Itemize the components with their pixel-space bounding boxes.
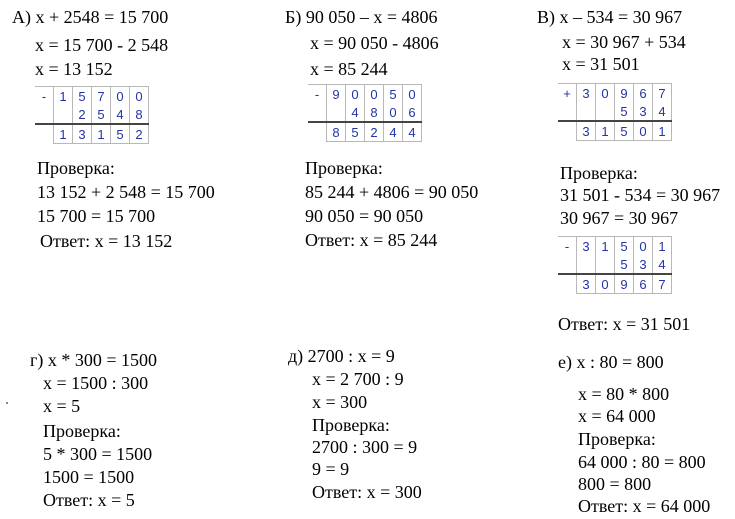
digit-cell: 7 bbox=[92, 87, 111, 106]
check-line: 13 152 + 2 548 = 15 700 bbox=[37, 182, 215, 202]
digit-cell: 8 bbox=[365, 103, 384, 122]
operator-blank bbox=[558, 102, 577, 121]
digit-cell: 3 bbox=[577, 237, 596, 256]
check-line: 5 * 300 = 1500 bbox=[43, 444, 153, 464]
digit-cell: 0 bbox=[634, 237, 653, 256]
digit-cell: 0 bbox=[365, 85, 384, 104]
operator-sign: - bbox=[35, 87, 54, 106]
check-line: 2700 : 300 = 9 bbox=[312, 437, 418, 457]
digit-cell: 1 bbox=[596, 121, 615, 141]
digit-cell bbox=[54, 105, 73, 124]
digit-cell: 3 bbox=[577, 84, 596, 103]
digit-cell: 0 bbox=[403, 85, 422, 104]
digit-cell: 7 bbox=[653, 274, 672, 294]
solution-step: x = 90 050 - 4806 bbox=[310, 33, 439, 53]
solution-result: x = 85 244 bbox=[310, 59, 388, 79]
digit-cell: 1 bbox=[653, 237, 672, 256]
digit-cell: 6 bbox=[403, 103, 422, 122]
check-label: Проверка: bbox=[305, 158, 383, 178]
digit-cell: 4 bbox=[384, 122, 403, 142]
check-label: Проверка: bbox=[560, 163, 638, 183]
check-label: Проверка: bbox=[578, 429, 656, 449]
digit-cell: 1 bbox=[54, 124, 73, 144]
digit-cell: 0 bbox=[111, 87, 130, 106]
stray-dot bbox=[6, 402, 8, 404]
digit-cell: 5 bbox=[615, 121, 634, 141]
digit-cell: 5 bbox=[615, 237, 634, 256]
operator-blank bbox=[558, 121, 577, 141]
equation: г) x * 300 = 1500 bbox=[30, 350, 158, 370]
digit-cell: 0 bbox=[634, 121, 653, 141]
answer: Ответ: x = 64 000 bbox=[578, 496, 711, 516]
digit-cell: 1 bbox=[92, 124, 111, 144]
solution-result: x = 13 152 bbox=[35, 59, 113, 79]
digit-cell bbox=[327, 103, 346, 122]
check-line: 800 = 800 bbox=[578, 474, 652, 494]
digit-cell: 4 bbox=[111, 105, 130, 124]
solution-result: x = 5 bbox=[43, 396, 81, 416]
digit-cell: 2 bbox=[130, 124, 149, 144]
check-line: 85 244 + 4806 = 90 050 bbox=[305, 182, 479, 202]
digit-cell: 4 bbox=[653, 255, 672, 274]
digit-cell: 3 bbox=[73, 124, 92, 144]
digit-cell: 9 bbox=[615, 84, 634, 103]
solution-result: x = 64 000 bbox=[578, 406, 656, 426]
digit-cell bbox=[577, 102, 596, 121]
digit-cell: 6 bbox=[634, 274, 653, 294]
digit-cell: 8 bbox=[130, 105, 149, 124]
solution-step: x = 15 700 - 2 548 bbox=[35, 35, 169, 55]
answer: Ответ: x = 85 244 bbox=[305, 230, 438, 250]
digit-cell: 9 bbox=[615, 274, 634, 294]
column-calculation bbox=[35, 86, 149, 144]
operator-blank bbox=[558, 274, 577, 294]
digit-cell: 2 bbox=[73, 105, 92, 124]
answer: Ответ: x = 13 152 bbox=[40, 231, 173, 251]
digit-cell: 3 bbox=[634, 102, 653, 121]
digit-cell bbox=[596, 255, 615, 274]
digit-cell: 3 bbox=[634, 255, 653, 274]
equation: д) 2700 : x = 9 bbox=[288, 346, 395, 366]
operator-sign: + bbox=[558, 84, 577, 103]
digit-cell: 3 bbox=[577, 121, 596, 141]
check-column-calculation bbox=[558, 236, 672, 294]
digit-cell: 5 bbox=[346, 122, 365, 142]
solution-step: x = 80 * 800 bbox=[578, 384, 670, 404]
digit-cell: 5 bbox=[615, 102, 634, 121]
digit-cell: 5 bbox=[92, 105, 111, 124]
check-line: 1500 = 1500 bbox=[43, 467, 135, 487]
answer: Ответ: x = 31 501 bbox=[558, 314, 691, 334]
digit-cell: 0 bbox=[596, 84, 615, 103]
digit-cell: 5 bbox=[73, 87, 92, 106]
digit-cell: 0 bbox=[596, 274, 615, 294]
operator-blank bbox=[558, 255, 577, 274]
check-line: 64 000 : 80 = 800 bbox=[578, 452, 706, 472]
digit-cell: 3 bbox=[577, 274, 596, 294]
check-line: 30 967 = 30 967 bbox=[560, 208, 679, 228]
equation: Б) 90 050 – x = 4806 bbox=[285, 7, 438, 27]
operator-sign: - bbox=[558, 237, 577, 256]
check-line: 90 050 = 90 050 bbox=[305, 206, 424, 226]
operator-blank bbox=[35, 105, 54, 124]
digit-cell: 0 bbox=[346, 85, 365, 104]
check-line: 15 700 = 15 700 bbox=[37, 206, 156, 226]
solution-step: x = 30 967 + 534 bbox=[562, 32, 686, 52]
digit-cell: 5 bbox=[615, 255, 634, 274]
digit-cell: 0 bbox=[130, 87, 149, 106]
equation: А) x + 2548 = 15 700 bbox=[12, 7, 169, 27]
digit-cell: 9 bbox=[327, 85, 346, 104]
digit-cell: 1 bbox=[54, 87, 73, 106]
column-calculation bbox=[308, 84, 422, 142]
digit-cell: 2 bbox=[365, 122, 384, 142]
solution-step: x = 2 700 : 9 bbox=[312, 369, 404, 389]
solution-step: x = 1500 : 300 bbox=[43, 373, 149, 393]
check-label: Проверка: bbox=[43, 421, 121, 441]
digit-cell: 1 bbox=[653, 121, 672, 141]
digit-cell: 5 bbox=[384, 85, 403, 104]
operator-blank bbox=[308, 103, 327, 122]
digit-cell: 1 bbox=[596, 237, 615, 256]
digit-cell: 5 bbox=[111, 124, 130, 144]
equation: В) x – 534 = 30 967 bbox=[537, 7, 683, 27]
digit-cell: 8 bbox=[327, 122, 346, 142]
check-label: Проверка: bbox=[312, 415, 390, 435]
digit-cell: 4 bbox=[653, 102, 672, 121]
check-line: 31 501 - 534 = 30 967 bbox=[560, 185, 721, 205]
digit-cell: 4 bbox=[346, 103, 365, 122]
answer: Ответ: x = 300 bbox=[312, 482, 422, 502]
digit-cell bbox=[577, 255, 596, 274]
operator-blank bbox=[308, 122, 327, 142]
solution-result: x = 300 bbox=[312, 392, 368, 412]
operator-blank bbox=[35, 124, 54, 144]
column-calculation bbox=[558, 83, 672, 141]
digit-cell: 0 bbox=[384, 103, 403, 122]
digit-cell: 4 bbox=[403, 122, 422, 142]
check-label: Проверка: bbox=[37, 158, 115, 178]
digit-cell: 6 bbox=[634, 84, 653, 103]
operator-sign: - bbox=[308, 85, 327, 104]
answer: Ответ: x = 5 bbox=[43, 490, 135, 510]
equation: е) x : 80 = 800 bbox=[558, 352, 664, 372]
digit-cell bbox=[596, 102, 615, 121]
digit-cell: 7 bbox=[653, 84, 672, 103]
solution-result: x = 31 501 bbox=[562, 54, 640, 74]
check-line: 9 = 9 bbox=[312, 459, 350, 479]
